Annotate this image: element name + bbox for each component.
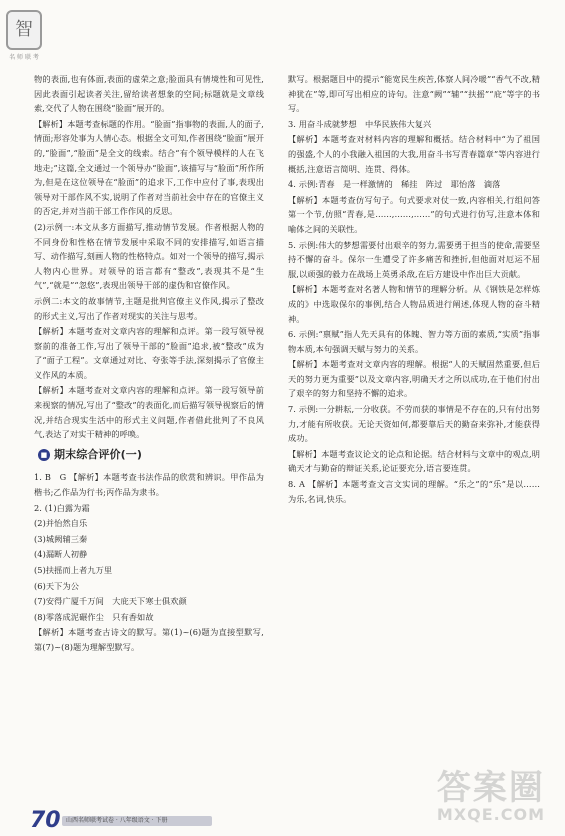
paragraph: 示例二:本文的故事情节,主题是批判官僚主义作风,揭示了整改的形式主义,写出了作者对现实的关注与思考。 [34,295,264,321]
book-logo-caption: 名 师 联 考 [9,54,39,61]
footer-band: 山西名师联考试卷 · 八年级语文 · 下册 [62,816,212,826]
answer-line: (4)漏断人初静 [34,549,88,560]
answer-line: (3)城阙辅三秦 [34,533,88,544]
paragraph: 5. 示例:伟大的梦想需要付出艰辛的努力,需要勇于担当的使命,需要坚持不懈的奋斗。保尔一生遭受了许多痛苦和挫折,但他面对厄运不屈服,以顽强的毅力在战场上英勇杀敌,在后方建设中作出巨大贡献。 [288,239,540,279]
answer-line: (2)并怡然自乐 [34,518,88,529]
right-column [288,72,540,507]
paragraph: 默写。根据题目中的提示“能宽民生疾苦,体察人间冷暖”“香气不改,精神犹在”等,即可写出相应的诗句。注意“阙”“辅”“扶摇”“庇”等字的书写。 [288,74,540,114]
section-title: 期末综合评价(一) [54,447,142,461]
watermark-line1: 答案圈 [436,768,545,808]
paragraph: 【解析】本题考查对文章内容的理解和点评。第一段写领导前来视察的情况,写出了“整改”的表面化,而后描写领导视察后的情况,并结合现实生活中的形式主义问题,作者借此批判了不良风气,表达了对实干精神的呼唤。 [34,385,264,440]
paragraph: 3. 用奋斗成就梦想 中华民族伟大复兴 [288,118,432,129]
paragraph: 【解析】本题考查对材料内容的理解和概括。结合材料中“为了祖国的强盛,个人的小我融入祖国的大我,用奋斗书写青春篇章”等内容进行概括,注意语言简明、连贯、得体。 [288,134,540,174]
paragraph: 7. 示例:一分耕耘,一分收获。不劳而获的事情是不存在的,只有付出努力,才能有所收获。无论天资如何,都要靠后天的勤奋来弥补,才能获得成功。 [288,404,540,444]
answer-line: 【解析】本题考查古诗文的默写。第(1)~(6)题为直接型默写,第(7)~(8)题为理解型默写。 [34,627,264,652]
answer-line: (8)零落成泥碾作尘 只有香如故 [34,611,154,622]
page-footer [0,808,565,836]
section-badge-icon: ■ [38,449,50,461]
paragraph: 【解析】本题考查仿写句子。句式要求对仗一致,内容相关,行组问答第一个节,仿照“青春,是……,……,……”的句式进行仿写,注意本体和喻体之间的关联性。 [288,194,540,234]
answer-line: (5)扶摇而上者九万里 [34,565,113,575]
paragraph: 【解析】本题考查对文章内容的理解和点评。第一段写领导视察前的准备工作,写出了领导干部的“脸面”追求,被“整改”成为了“面子工程”。文章通过对比、夸张等手法,深刻揭示了官僚主义作风的本质。 [34,326,264,380]
answer-line: (7)安得广厦千万间 大庇天下寒士俱欢颜 [34,596,187,607]
paragraph: 8. A 【解析】本题考查文言文实词的理解。“乐之”的“乐”是以……为乐,名词,快乐。 [288,479,540,504]
watermark-line2: MXQE.COM [436,805,545,824]
paragraph: 【解析】本题考查对名著人物和情节的理解分析。从《钢铁是怎样炼成的》中选取保尔的事例,结合人物品质进行阐述,体现人物的奋斗精神。 [288,284,540,324]
book-logo-icon: 智 [6,10,42,50]
paragraph: 6. 示例:“禀赋”指人先天具有的体魄、智力等方面的素质,“实质”指事物本质,本句强调天赋与努力的关系。 [288,329,540,354]
left-column [34,72,264,656]
paragraph: 4. 示例:青春 是一样激情的 稀挂 阵过 耶怡落 滴落 [288,179,501,190]
answer-line: (6)天下为公 [34,580,80,591]
paragraph: 【解析】本题考查标题的作用。“脸面”指事物的表面,人的面子,情面;形容处事为人情心态。根据全文可知,作者围绕“脸面”展开的,“脸面”,“脸面”是全文的线索。结合“有个领导模样的人在飞地走;”这篇,全文通过一个领导办“脸面”,该描写与“脸面”所作所为,但是在这位领导在“脸面”的追求下,工作中应付了事,表现出领导对干部作风不实,说明了作者对当前社会中存在的官僚主义的否定,并对当前干部工作作风的反思。 [34,118,264,217]
page-number: 70 [30,808,61,833]
answer-line: 2. (1)白露为霜 [34,502,90,513]
paragraph: 【解析】本题考查议论文的论点和论据。结合材料与文章中的观点,明确天才与勤奋的辩证关系,论证要充分,语言要连贯。 [288,448,540,474]
paragraph: 【解析】本题考查对文章内容的理解。根据“人的天赋固然重要,但后天的努力更为重要”以及文章内容,明确天才之所以成功,在于他们付出了艰辛的努力和坚持不懈的追求。 [288,359,540,399]
section-heading [38,448,264,463]
paragraph: (2)示例一:本文从多方面描写,推动情节发展。作者根据人物的不同身份和性格在情节发展中采取不同的安排描写,如语言描写、动作描写,刻画人物的性格特点。如对一个领导的描写,揭示人物内心世界。对领导的语言都有“整改”,表现其不是“生气”,“就是”“忽悠”,表现出领导干部的虚伪和官僚作风。 [34,221,264,291]
answer-line: 1. B G 【解析】本题考查书法作品的欣赏和辨识。甲作品为楷书;乙作品为行书;丙作品为隶书。 [34,472,264,498]
paragraph: 物的表面,也有体面,表面的虚荣之意;脸面具有情境性和可见性,因此表面引起读者关注,留给读者想象的空间;标题就是文章线索,交代了人物在围绕“脸面”展开的。 [34,74,264,114]
